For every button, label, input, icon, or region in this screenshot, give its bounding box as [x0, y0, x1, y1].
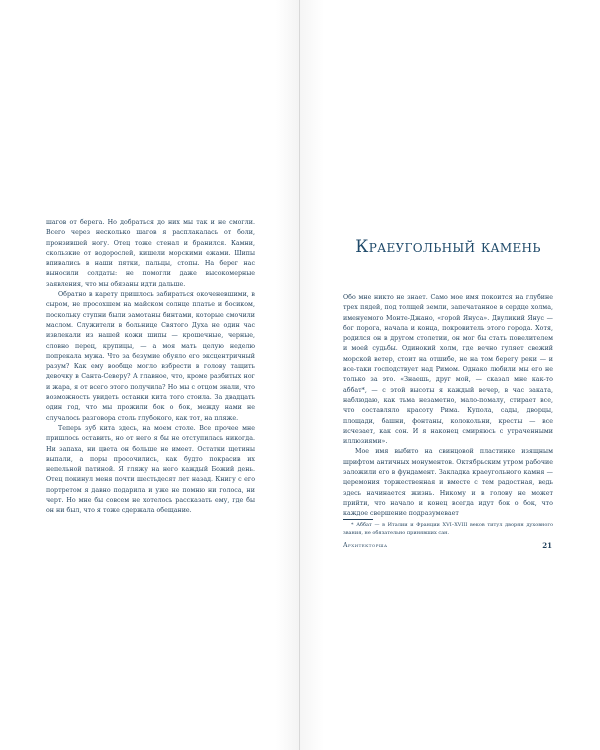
right-page-body	[343, 293, 553, 520]
left-page-body	[46, 218, 255, 517]
page-number: 21	[542, 541, 552, 550]
body-paragraph: Обо мне никто не знает. Само мое имя покоится на глубине трех пядей, под толщей земли, запечатанное в сердце холма, именуемого Монте-Джано, «горой Януса». Двуликий Янус — бог порога, начала и конца, покровитель этого города. Хотя, родился он в другом столетии, он мог бы стать повелителем и моей судьбы. Одинокий холм, где вечно гуляет свежий морской ветер, стоит на отшибе, не на том берегу реки — и все-таки господствует над Римом. Однако любили мы его не только за это. «Знаешь, друг мой, — сказал мне как-то аббат*, — с этой высоты я каждый вечер, в час заката, наблюдаю, как тьма незаметно, мало-помалу, стирает все, что составляло красоту Рима. Купола, сады, дворцы, площади, башни, фонтаны, колокольни, кресты — все исчезает, как сон. И я наконец смиряюсь с утраченными иллюзиями».	[343, 294, 553, 446]
body-paragraph: Мое имя выбито на свинцовой пластинке изящным шрифтом античных монументов. Октябрьским утром рабочие заложили его в фундамент. Закладка краеугольного камня — церемония торжественная и вместе с тем радостная, ведь здесь начинается жизнь. Никому и в голову не может прийти, что начало и конец всегда идут бок о бок, что каждое свершение подразумевает	[343, 448, 553, 518]
body-paragraph: Теперь зуб кита здесь, на моем столе. Все прочее мне пришлось оставить, но от него я бы не отступилась никогда. Ни запаха, ни цвета он больше не имеет. Остатки щетины выпали, а поры просочились, как будто покрасив их непельной патиной. Я гляжу на него каждый Божий день. Отец покинул меня почти шестьдесят лет назад. Книгу с его портретом я давно подарила и уже не помню ни голоса, ни черт. Но мне бы совсем не хотелось рассказать ему, где бы он ни был, что я тоже сдержала обещание.	[46, 424, 255, 515]
footnote-divider	[343, 519, 373, 520]
footnote	[343, 522, 553, 537]
footnote-text: * Аббат — в Италии и Франции XVI–XVIII веков титул дворян духовного звания, не обязательно принявших сан.	[343, 522, 553, 536]
body-paragraph: Обратно в карету пришлось забираться окоченевшими, в сыром, не просохшем на майском солнце платье и босиком, поскольку ступни были замотаны бинтами, которые смочили маслом. Служители в больнице Святого Духа не один час извлекали из нашей кожи шипы — крошечные, черные, словно перец, крупицы, — а моя мать целую неделю попрекала мужа. Что за безумие обуяло его эксцентричный разум? Как ему вообще могло взбрести в голову тащить девочку в Санта-Северу? А главное, что, кроме разбитых ног и жара, я от всего этого получила? Но мы с отцом знали, что возможность увидеть останки кита того стоила. За двадцать один год, что мы прожили бок о бок, между нами не случалось разговора столь глубокого, как тот, на пляже.	[46, 291, 255, 422]
running-head: Архитекторша	[343, 542, 388, 549]
body-paragraph: шагов от берега. Но добраться до них мы так и не смогли. Всего через несколько шагов я расплакалась от боли, пронзившей ногу. Отец тоже стенал и бранился. Камни, скользкие от водорослей, кишели морскими ежами. Шипы впивались в наши пятки, пальцы, стопы. На берег нас выносили солдаты: не помогли даже высокомерные заявления, что мы обязаны идти дальше.	[46, 219, 255, 288]
chapter-title: Краеугольный камень	[355, 237, 541, 257]
